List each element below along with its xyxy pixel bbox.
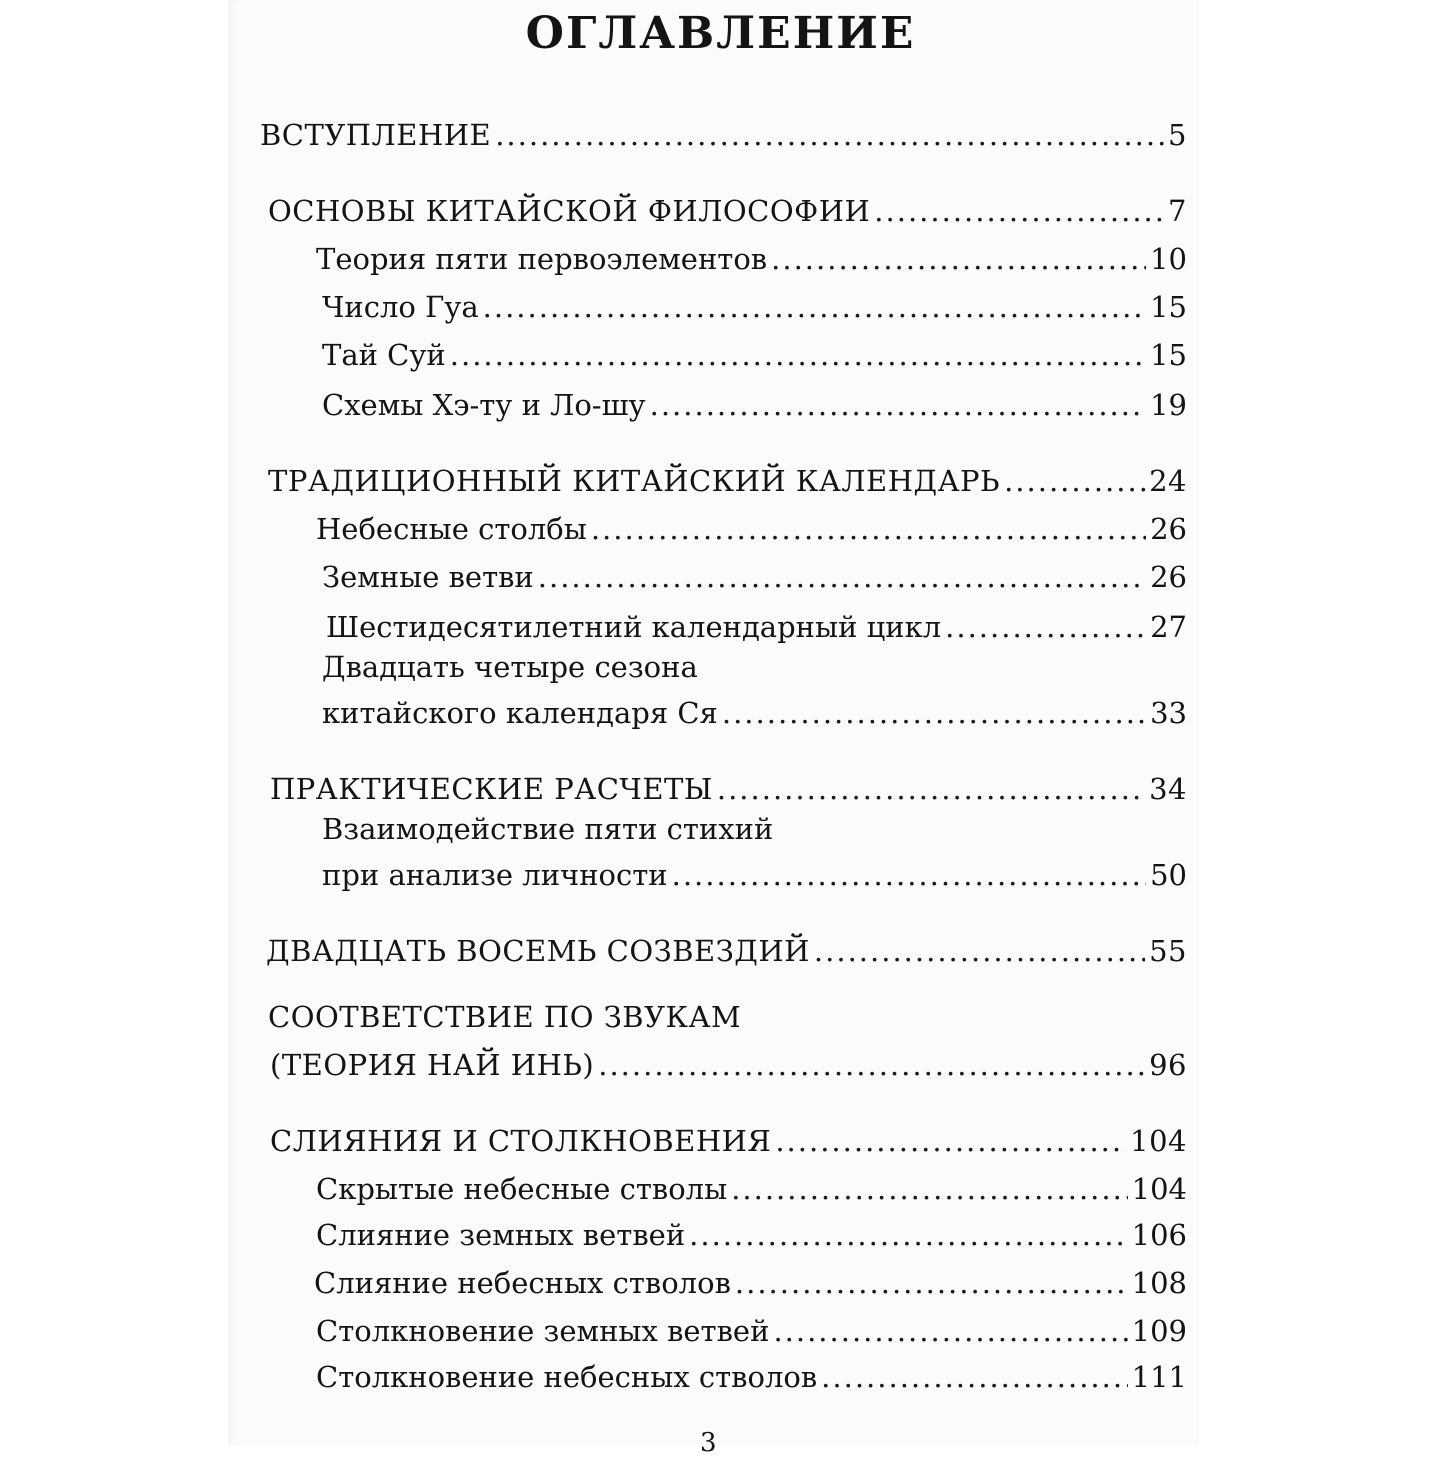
toc-entry-page: 111 <box>1131 1360 1187 1394</box>
dot-leader <box>450 338 1146 372</box>
dot-leader <box>874 194 1164 228</box>
toc-entry <box>316 506 1187 546</box>
toc-entry <box>266 928 1187 968</box>
toc-entry-label: ДВАДЦАТЬ ВОСЕМЬ СОЗВЕЗДИЙ <box>266 934 810 968</box>
dot-leader <box>722 696 1146 730</box>
toc-entry-label: ОСНОВЫ КИТАЙСКОЙ ФИЛОСОФИИ <box>268 194 871 228</box>
toc-entry-label: Число Гуа <box>322 290 479 324</box>
toc-entry <box>322 284 1187 324</box>
toc-entry <box>270 1118 1187 1158</box>
toc-entry-page: 27 <box>1150 610 1187 644</box>
dot-leader <box>771 242 1146 276</box>
toc-entry-page: 96 <box>1149 1048 1187 1082</box>
toc-entry <box>270 1042 1187 1082</box>
dot-leader <box>672 858 1146 892</box>
toc-entry-label: Скрытые небесные стволы <box>316 1172 728 1206</box>
toc-entry-page: 24 <box>1149 464 1187 498</box>
toc-entry <box>322 332 1187 372</box>
dot-leader <box>731 1172 1127 1206</box>
page-number: 3 <box>700 1428 717 1458</box>
toc-entry-page: 50 <box>1150 858 1187 892</box>
toc-entry-page: 26 <box>1150 512 1187 546</box>
dot-leader <box>483 290 1146 324</box>
toc-entry-label: ПРАКТИЧЕСКИЕ РАСЧЕТЫ <box>270 772 713 806</box>
toc-entry-label: китайского календаря Ся <box>322 696 718 730</box>
dot-leader <box>538 560 1146 594</box>
toc-entry <box>322 690 1187 730</box>
toc-entry-label: при анализе личности <box>322 858 668 892</box>
toc-entry <box>268 458 1187 498</box>
toc-entry-label-line1: СООТВЕТСТВИЕ ПО ЗВУКАМ <box>268 1000 742 1034</box>
toc-entry-page: 104 <box>1130 1124 1187 1158</box>
toc-entry <box>326 604 1187 644</box>
toc-entry-label: (ТЕОРИЯ НАЙ ИНЬ) <box>270 1048 595 1082</box>
toc-entry <box>316 1308 1187 1348</box>
toc-entry-page: 5 <box>1168 118 1187 152</box>
dot-leader <box>1004 464 1145 498</box>
toc-entry-page: 7 <box>1168 194 1187 228</box>
toc-entry-label: Шестидесятилетний календарный цикл <box>326 610 942 644</box>
toc-entry <box>314 1260 1187 1300</box>
toc-entry-label: СЛИЯНИЯ И СТОЛКНОВЕНИЯ <box>270 1124 772 1158</box>
page-title: ОГЛАВЛЕНИЕ <box>525 8 916 59</box>
toc-entry-page: 104 <box>1131 1172 1187 1206</box>
toc-entry-label: Земные ветви <box>322 560 534 594</box>
dot-leader <box>814 934 1145 968</box>
toc-entry <box>268 188 1187 228</box>
dot-leader <box>775 1124 1126 1158</box>
toc-entry <box>316 1212 1187 1252</box>
toc-entry-label-line1: Взаимодействие пяти стихий <box>322 812 774 846</box>
toc-entry-page: 19 <box>1150 388 1187 422</box>
toc-entry-page: 108 <box>1131 1266 1187 1300</box>
toc-entry-page: 109 <box>1131 1314 1187 1348</box>
toc-entry-page: 15 <box>1150 290 1187 324</box>
toc-entry <box>316 1354 1187 1394</box>
dot-leader <box>598 1048 1145 1082</box>
toc-entry-page: 26 <box>1150 560 1187 594</box>
dot-leader <box>773 1314 1127 1348</box>
toc-entry-page: 106 <box>1131 1218 1187 1252</box>
dot-leader <box>650 388 1146 422</box>
dot-leader <box>689 1218 1127 1252</box>
toc-entry-label: Столкновение небесных стволов <box>316 1360 818 1394</box>
toc-entry-label: Теория пяти первоэлементов <box>316 242 768 276</box>
dot-leader <box>495 118 1164 152</box>
toc-entry-label: Небесные столбы <box>316 512 587 546</box>
toc-entry-page: 10 <box>1150 242 1187 276</box>
toc-entry-label: ТРАДИЦИОННЫЙ КИТАЙСКИЙ КАЛЕНДАРЬ <box>268 464 1001 498</box>
toc-entry-label: Слияние земных ветвей <box>316 1218 686 1252</box>
toc-entry-label: ВСТУПЛЕНИЕ <box>260 118 492 152</box>
toc-entry-page: 15 <box>1150 338 1187 372</box>
toc-entry-label: Столкновение земных ветвей <box>316 1314 770 1348</box>
dot-leader <box>735 1266 1128 1300</box>
toc-entry <box>322 852 1187 892</box>
toc-entry-page: 33 <box>1150 696 1187 730</box>
toc-entry <box>322 554 1187 594</box>
toc-entry-page: 34 <box>1149 772 1187 806</box>
dot-leader <box>821 1360 1127 1394</box>
toc-entry <box>316 1166 1187 1206</box>
dot-leader <box>945 610 1146 644</box>
toc-entry <box>316 236 1187 276</box>
dot-leader <box>717 772 1145 806</box>
toc-entry <box>322 382 1187 422</box>
toc-entry <box>260 112 1187 152</box>
dot-leader <box>591 512 1146 546</box>
toc-entry-label-line1: Двадцать четыре сезона <box>322 650 698 684</box>
toc-entry-label: Слияние небесных стволов <box>314 1266 731 1300</box>
toc-entry-page: 55 <box>1149 934 1187 968</box>
toc-entry <box>270 766 1187 806</box>
toc-entry-label: Схемы Хэ-ту и Ло-шу <box>322 388 646 422</box>
toc-entry-label: Тай Суй <box>322 338 446 372</box>
